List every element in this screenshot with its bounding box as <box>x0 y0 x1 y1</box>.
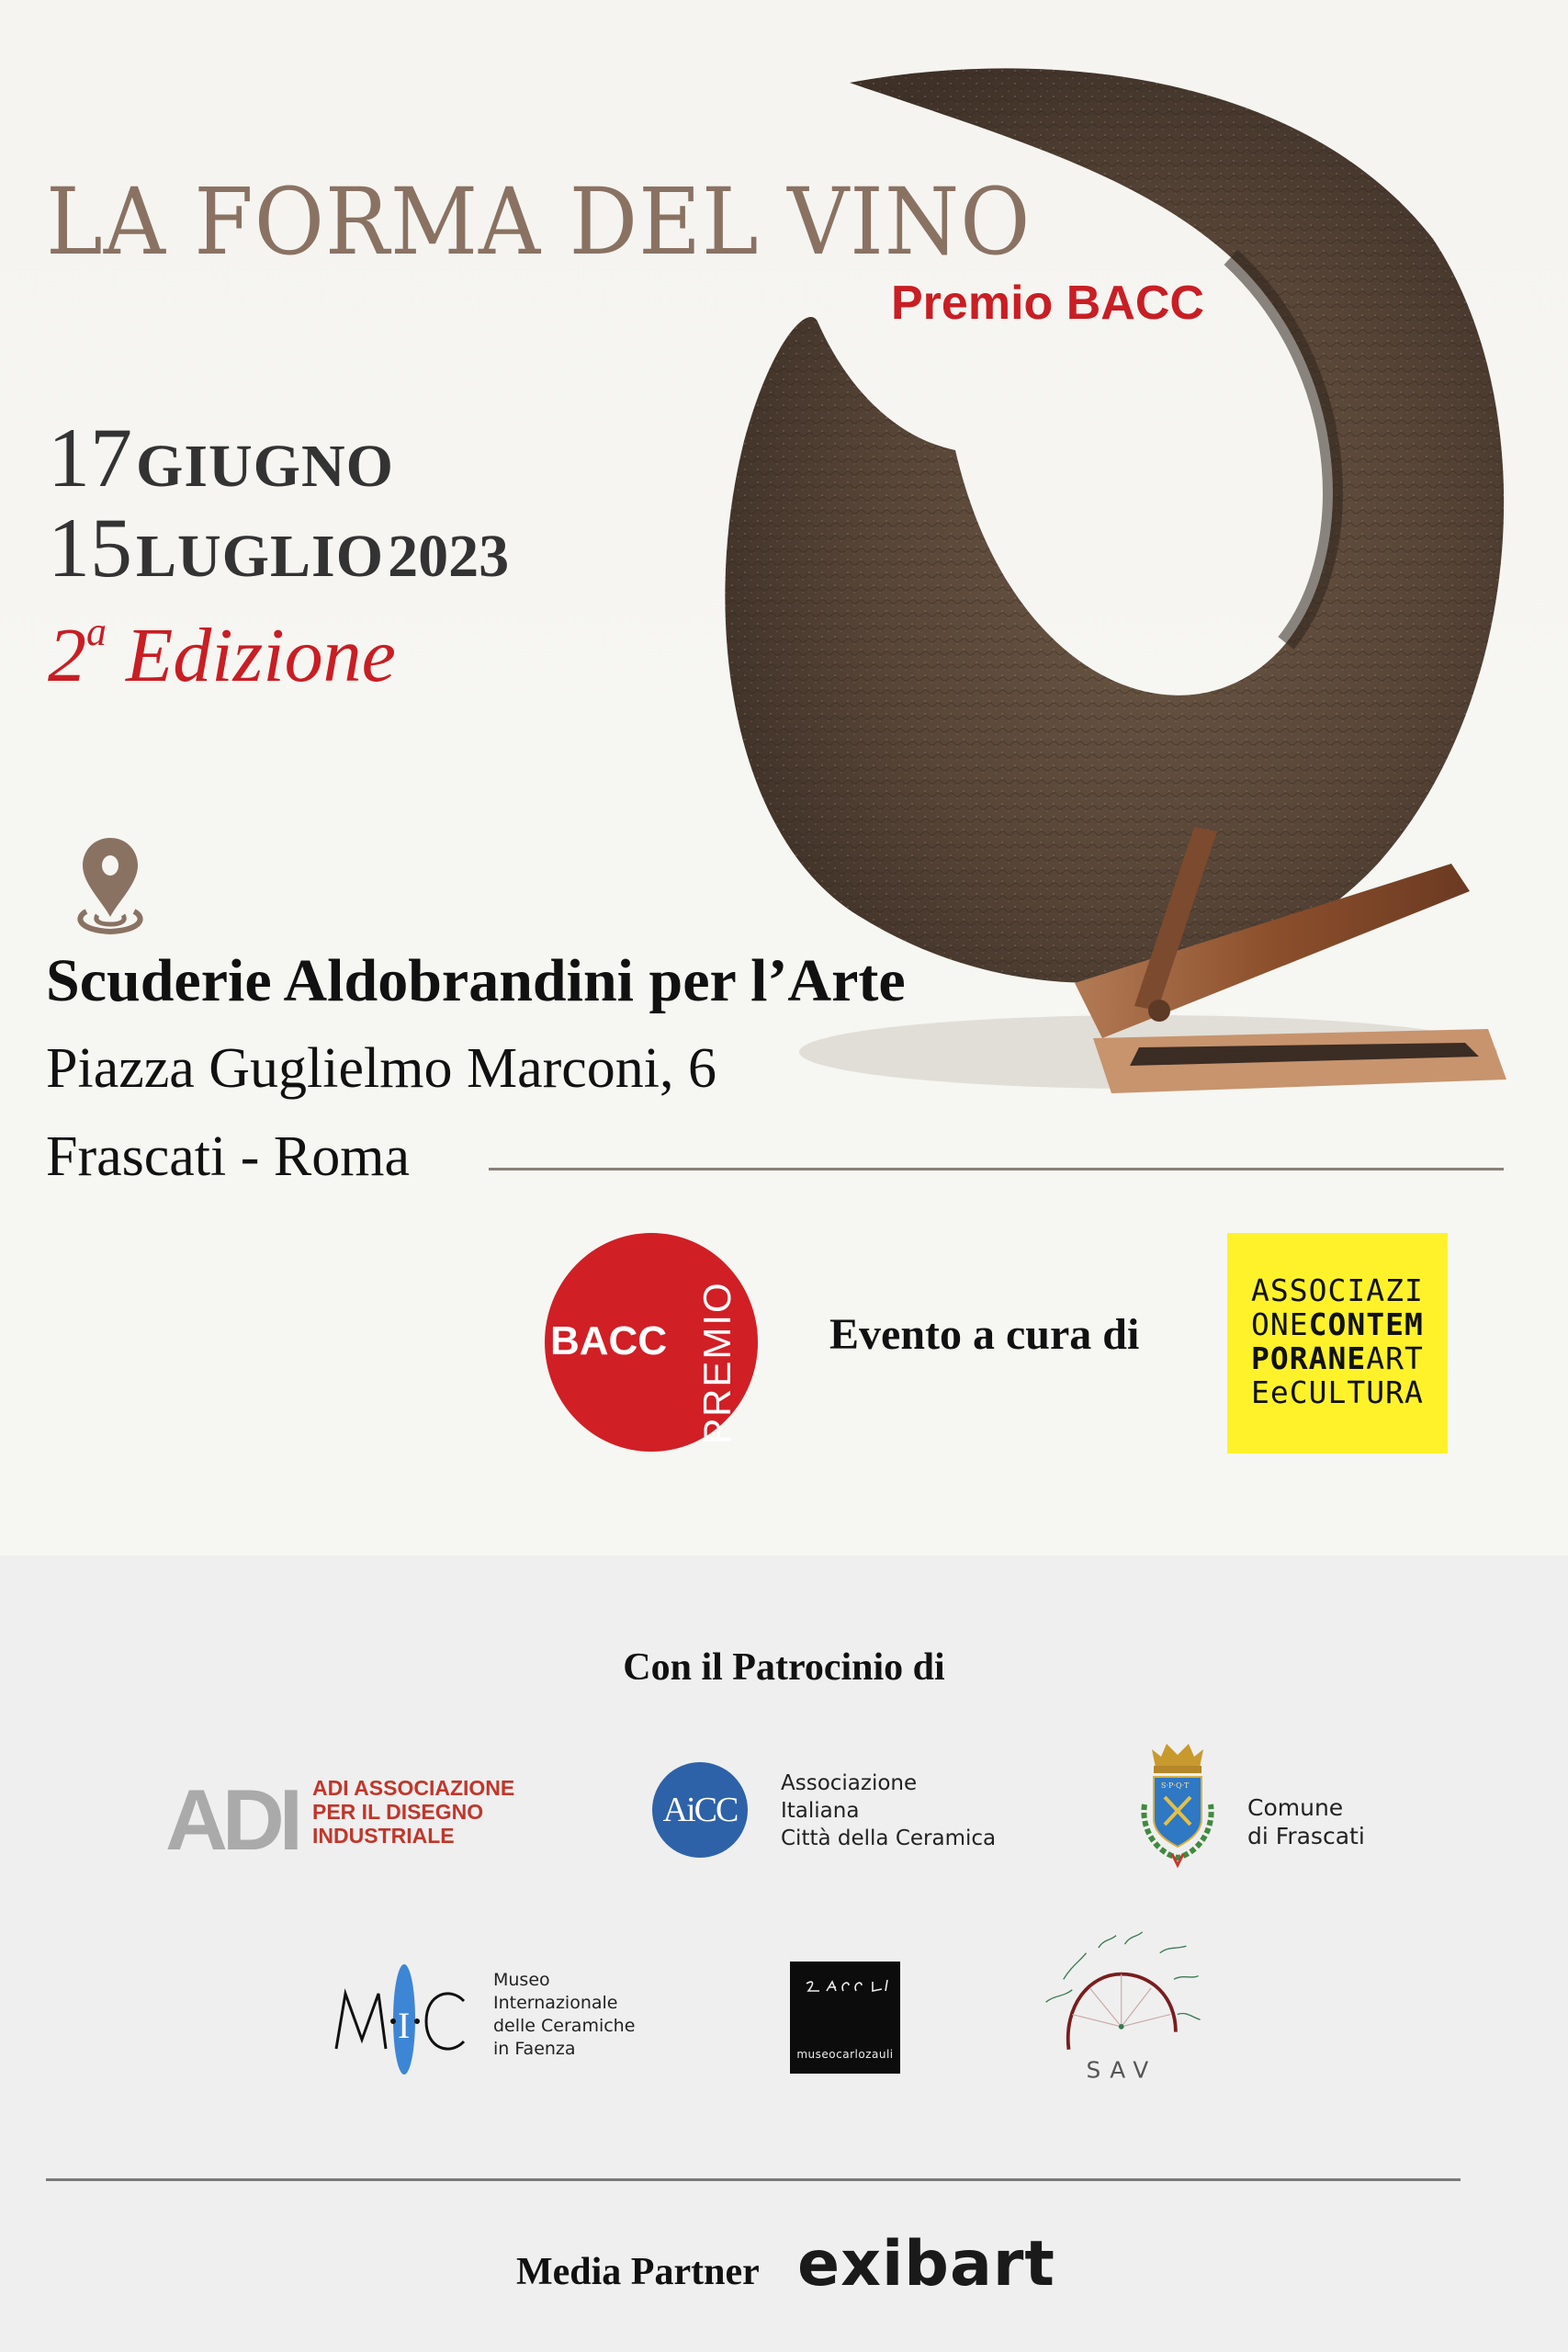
edition-number: 2 <box>48 613 86 698</box>
venue-name: Scuderie Aldobrandini per l’Arte <box>46 947 906 1014</box>
acac-logo <box>1227 1233 1448 1453</box>
end-date <box>48 501 510 594</box>
venue-address: Piazza Guglielmo Marconi, 6 <box>46 1037 717 1100</box>
premio-bacc-logo <box>545 1233 758 1452</box>
zauli-signature-icon <box>799 1974 891 2002</box>
aicc-mark: AiCC <box>652 1762 748 1858</box>
museo-carlo-zauli-logo <box>790 1962 900 2074</box>
end-day: 15 <box>48 501 132 594</box>
start-day: 17 <box>48 411 132 504</box>
adi-mark: ADI <box>165 1771 298 1868</box>
bacc-logo-main: BACC <box>550 1318 668 1363</box>
acac-line-3a: PORANE <box>1251 1340 1367 1376</box>
divider-line <box>489 1168 1504 1170</box>
edition-text: Edizione <box>126 613 396 698</box>
end-year: 2023 <box>388 523 510 590</box>
mic-mark-icon <box>331 1964 478 2075</box>
event-subtitle: Premio BACC <box>891 277 1204 330</box>
aicc-logo <box>634 1736 1047 1883</box>
svg-text:I: I <box>398 2005 411 2046</box>
patronage-title: Con il Patrocinio di <box>623 1646 945 1689</box>
divider-line <box>46 2178 1461 2181</box>
frascati-text: Comune di Frascati <box>1247 1794 1365 1849</box>
start-date <box>48 411 395 504</box>
mic-text: Museo Internazionale delle Ceramiche in Faenza <box>493 1970 636 2059</box>
comune-frascati-logo <box>1111 1727 1405 1883</box>
bacc-logo-vertical: PREMIO <box>695 1281 739 1444</box>
end-month: LUGLIO <box>136 523 385 590</box>
map-pin-icon <box>66 832 154 935</box>
edition-ordinal: a <box>86 609 107 654</box>
acac-line-1: ASSOCIAZI <box>1251 1272 1424 1308</box>
sav-text: SAV <box>1086 2056 1157 2084</box>
svg-text:S·P·Q·T: S·P·Q·T <box>1161 1781 1190 1790</box>
patronage-section <box>0 1555 1568 2352</box>
exibart-logo: exibart <box>797 2228 1055 2301</box>
edition-label <box>48 609 396 698</box>
acac-line-2a: ONE <box>1251 1306 1309 1342</box>
curated-by-label: Evento a cura di <box>829 1310 1140 1359</box>
venue-city: Frascati - Roma <box>46 1125 411 1188</box>
adi-logo <box>138 1736 551 1883</box>
aicc-text: Associazione Italiana Città della Ceramica <box>781 1771 997 1850</box>
acac-line-2b: CONTEM <box>1308 1306 1424 1342</box>
acac-line-3b: ART <box>1366 1340 1424 1376</box>
acac-line-4: EeCULTURA <box>1251 1374 1424 1410</box>
mic-faenza-logo <box>312 1939 680 2086</box>
media-partner-label: Media Partner <box>516 2251 760 2293</box>
start-month: GIUGNO <box>136 433 395 500</box>
frascati-coat-of-arms-icon <box>1135 1740 1220 1869</box>
adi-text: ADI ASSOCIAZIONE PER IL DISEGNO INDUSTRIALE <box>312 1776 515 1848</box>
sav-logo <box>1020 1923 1213 2088</box>
event-title: LA FORMA DEL VINO <box>46 168 1032 276</box>
zauli-label: museocarlozauli <box>796 2048 894 2061</box>
